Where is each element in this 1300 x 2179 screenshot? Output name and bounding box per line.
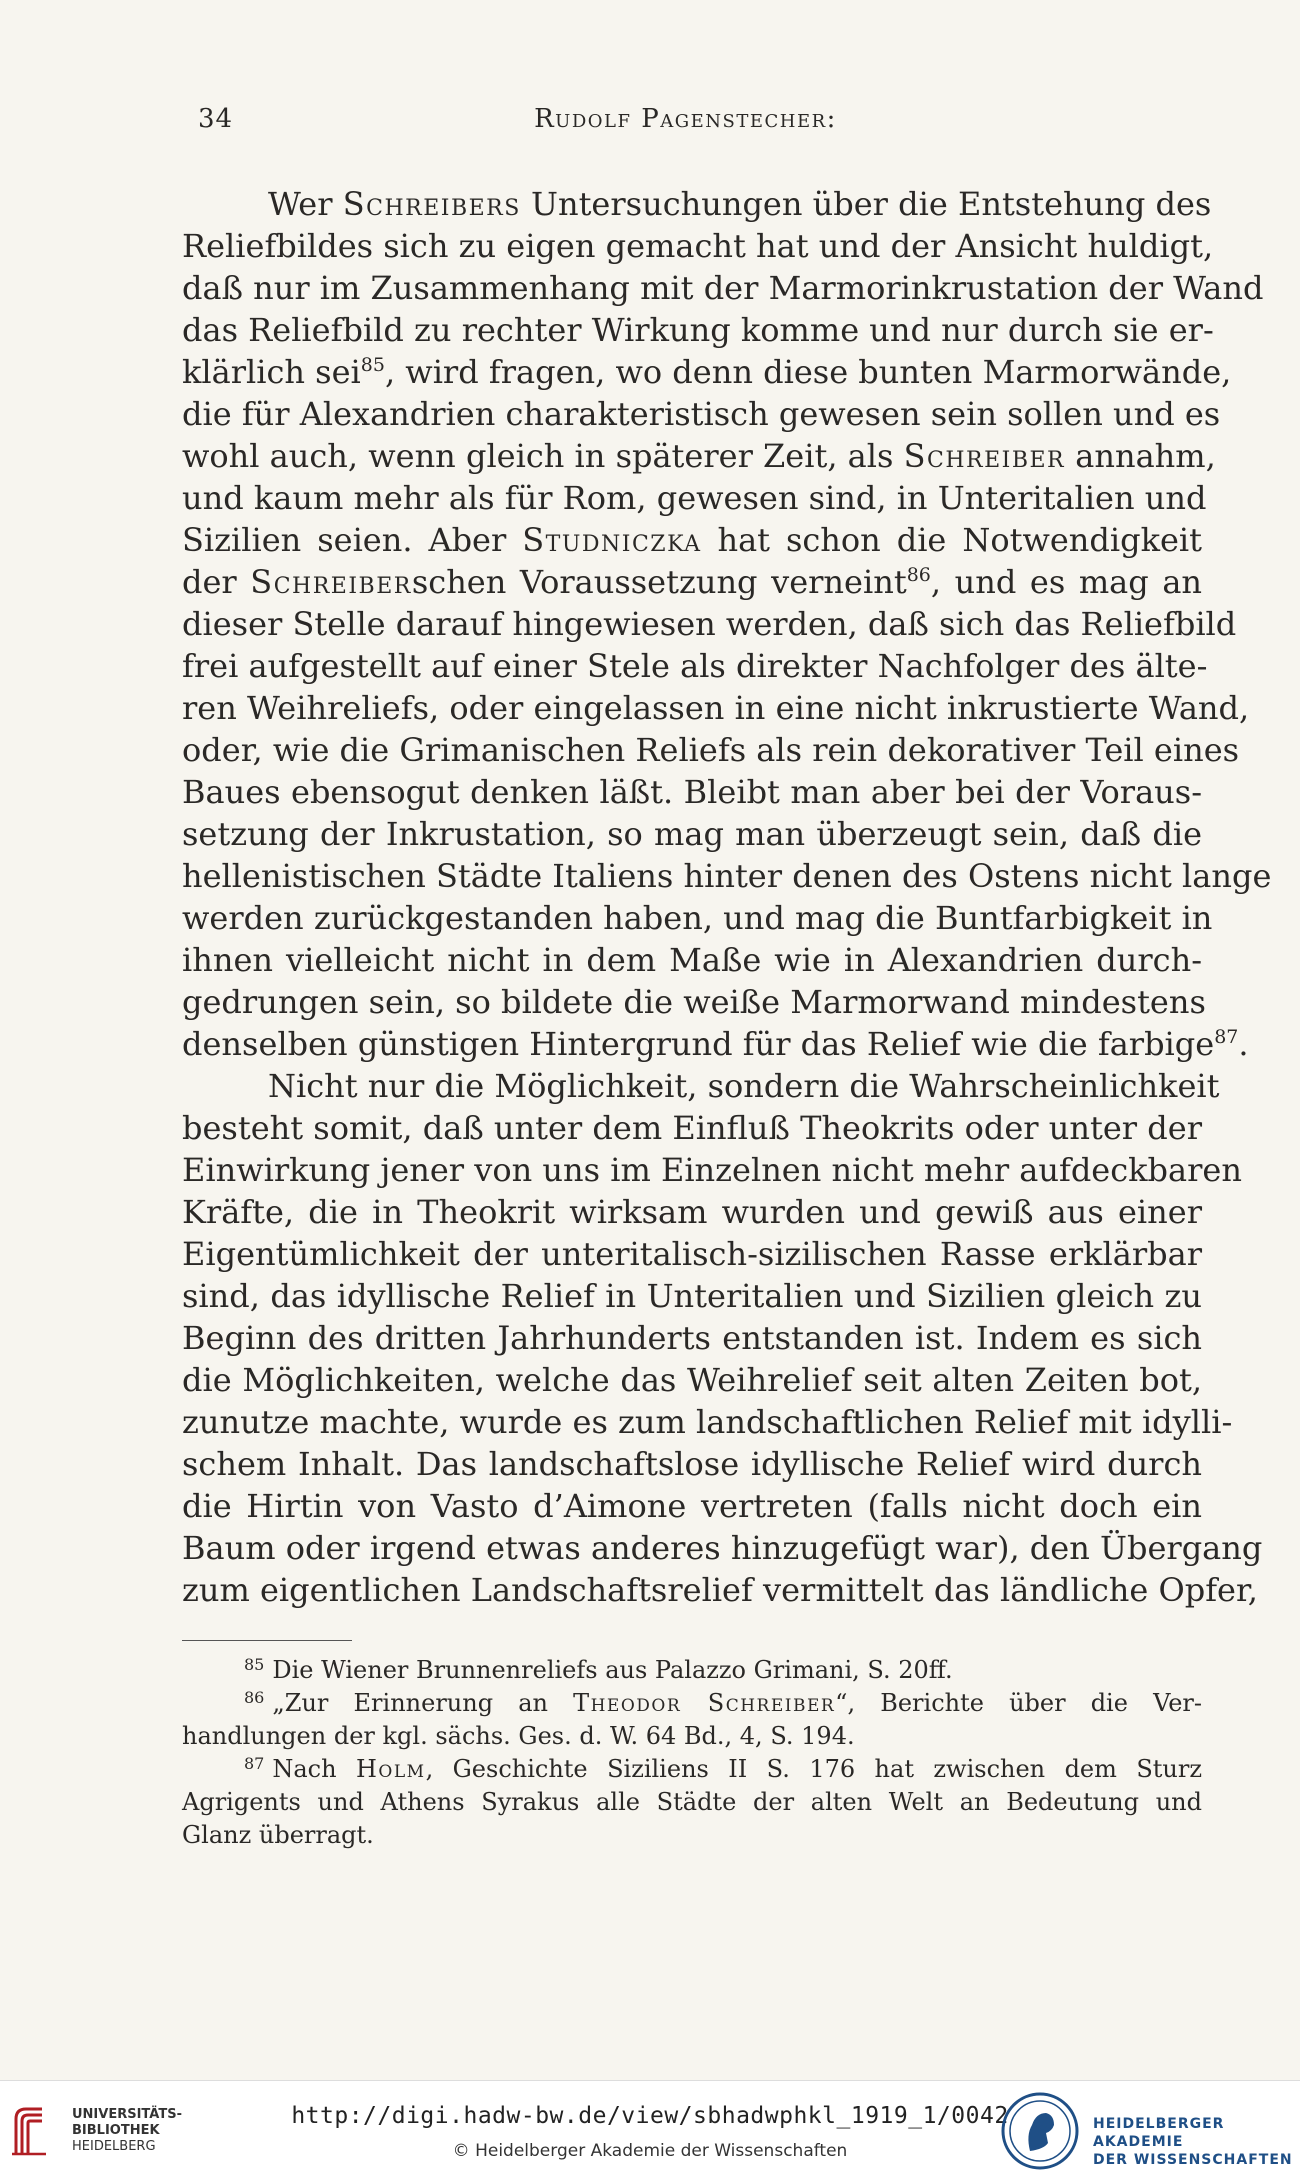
text-run: Die Wiener Brunnenreliefs aus Palazzo Grimani, S. 20ff. <box>272 1656 953 1684</box>
viewer-footer <box>0 2080 1300 2179</box>
text-line <box>182 1527 1263 1569</box>
text-run: Reliefbildes sich zu eigen gemacht hat und der Ansicht huldigt, <box>182 227 1214 265</box>
text-run: , wird fragen, wo denn diese bunten Marmorwände, <box>384 353 1232 391</box>
text-line <box>182 897 1213 939</box>
text-run: schen Voraussetzung verneint <box>411 563 907 601</box>
text-line <box>182 519 1202 561</box>
text-run: daß nur im Zusammenhang mit der Marmorinkrustation der Wand <box>182 269 1264 307</box>
text-line <box>182 1023 1249 1065</box>
text-line <box>182 351 1232 393</box>
text-run: hellenistischen Städte Italiens hinter denen des Ostens nicht lange <box>182 857 1272 895</box>
text-line <box>182 855 1272 897</box>
text-run: „Zur Erinnerung an <box>272 1689 574 1717</box>
text-run: die Hirtin von Vasto d’Aimone vertreten (falls nicht doch ein <box>182 1487 1202 1525</box>
text-line <box>182 729 1240 771</box>
text-run: besteht somit, daß unter dem Einfluß Theokrits oder unter der <box>182 1109 1202 1147</box>
text-line <box>182 309 1214 351</box>
text-line <box>182 981 1206 1023</box>
footnote-line <box>182 1654 1202 1687</box>
text-run: . <box>1238 1025 1249 1063</box>
text-run: werden zurückgestanden haben, und mag die Buntfarbigkeit in <box>182 899 1213 937</box>
footnote-reference: 85 <box>360 354 385 376</box>
permalink-url[interactable]: http://digi.hadw-bw.de/view/sbhadwphkl_1919_1/0042 <box>291 2103 1009 2129</box>
text-line <box>182 1191 1202 1233</box>
footnote-number: 86 <box>244 1688 265 1707</box>
text-line <box>182 771 1202 813</box>
footnote-line <box>182 1819 1202 1852</box>
footnote-line <box>182 1753 1202 1786</box>
footnote-87 <box>182 1753 1202 1852</box>
text-run: frei aufgestellt auf einer Stele als direkter Nachfolger des älte- <box>182 647 1208 685</box>
text-run: “, Berichte über die Ver- <box>835 1689 1202 1717</box>
footnote-line <box>182 1720 1202 1753</box>
text-line <box>182 687 1250 729</box>
text-run: Kräfte, die in Theokrit wirksam wurden und gewiß aus einer <box>182 1193 1202 1231</box>
text-run: und kaum mehr als für Rom, gewesen sind, in Unteritalien und <box>182 479 1207 517</box>
footnote-85 <box>182 1654 1202 1687</box>
text-run: Untersuchungen über die Entstehung des <box>520 185 1212 223</box>
footnote-number: 85 <box>244 1655 265 1674</box>
text-line <box>182 1065 1220 1107</box>
text-run: hat schon die Notwendigkeit <box>701 521 1203 559</box>
footnote-rule <box>182 1640 352 1641</box>
small-caps-name: Schreibers <box>342 185 521 223</box>
text-run: setzung der Inkrustation, so mag man überzeugt sein, daß die <box>182 815 1202 853</box>
text-line <box>182 1149 1242 1191</box>
copyright-notice: © Heidelberger Akademie der Wissenschaften <box>452 2141 848 2161</box>
text-run: Baum oder irgend etwas anderes hinzugefügt war), den Übergang <box>182 1529 1263 1567</box>
text-line <box>182 603 1237 645</box>
small-caps-name: Theodor Schreiber <box>573 1689 836 1717</box>
running-title: Rudolf Pagenstecher: <box>534 104 837 134</box>
text-run: sind, das idyllische Relief in Unteritalien und Sizilien gleich zu <box>182 1277 1202 1315</box>
text-line <box>182 225 1214 267</box>
text-run: Beginn des dritten Jahrhunderts entstanden ist. Indem es sich <box>182 1319 1202 1357</box>
text-line <box>182 939 1202 981</box>
text-line <box>182 1317 1202 1359</box>
running-head <box>198 104 1173 144</box>
small-caps-name: Holm <box>356 1755 426 1783</box>
text-run: handlungen der kgl. sächs. Ges. d. W. 64 Bd., 4, S. 194. <box>182 1722 855 1750</box>
text-run: der <box>182 563 251 601</box>
footnote-number: 87 <box>244 1754 265 1773</box>
text-run: die für Alexandrien charakteristisch gewesen sein sollen und es <box>182 395 1221 433</box>
small-caps-name: Schreiber <box>250 563 412 601</box>
footnote-86 <box>182 1687 1202 1753</box>
text-line <box>182 267 1264 309</box>
text-run: gedrungen sein, so bildete die weiße Marmorwand mindestens <box>182 983 1206 1021</box>
footnotes <box>182 1654 1202 1852</box>
text-run: Baues ebensogut denken läßt. Bleibt man aber bei der Voraus- <box>182 773 1202 811</box>
text-line <box>182 813 1202 855</box>
text-run: die Möglichkeiten, welche das Weihrelief seit alten Zeiten bot, <box>182 1361 1202 1399</box>
text-line <box>182 1233 1202 1275</box>
small-caps-name: Schreiber <box>903 437 1066 475</box>
text-run: wohl auch, wenn gleich in späterer Zeit, als <box>182 437 904 475</box>
paragraph-1 <box>182 183 1272 1065</box>
paragraph-2 <box>182 1065 1263 1611</box>
text-run: klärlich sei <box>182 353 361 391</box>
main-text <box>182 183 1272 1611</box>
footnote-line <box>182 1786 1202 1819</box>
text-run: schem Inhalt. Das landschaftslose idyllische Relief wird durch <box>182 1445 1202 1483</box>
text-run: Sizilien seien. Aber <box>182 521 523 559</box>
text-line <box>182 435 1216 477</box>
university-library-name: UNIVERSITÄTS- BIBLIOTHEK HEIDELBERG <box>72 2107 182 2154</box>
text-run: zum eigentlichen Landschaftsrelief vermittelt das ländliche Opfer, <box>182 1571 1258 1609</box>
text-run: , und es mag an <box>930 563 1203 601</box>
footnote-reference: 86 <box>906 564 931 586</box>
text-line <box>182 561 1202 603</box>
footnote-reference: 87 <box>1214 1026 1239 1048</box>
text-line <box>182 1443 1202 1485</box>
text-run: , Geschichte Siziliens II S. 176 hat zwischen dem Sturz <box>425 1755 1202 1783</box>
page-number: 34 <box>198 104 234 134</box>
academy-name: HEIDELBERGER AKADEMIE DER WISSENSCHAFTEN <box>1093 2116 1293 2168</box>
text-run: das Reliefbild zu rechter Wirkung komme und nur durch sie er- <box>182 311 1214 349</box>
text-line <box>182 1107 1202 1149</box>
text-run: ren Weihreliefs, oder eingelassen in eine nicht inkrustierte Wand, <box>182 689 1250 727</box>
text-line <box>182 393 1221 435</box>
text-run: zunutze machte, wurde es zum landschaftlichen Relief mit idylli- <box>182 1403 1233 1441</box>
text-line <box>182 1275 1202 1317</box>
text-run: dieser Stelle darauf hingewiesen werden, daß sich das Reliefbild <box>182 605 1237 643</box>
text-line <box>182 1359 1202 1401</box>
text-run: Eigentümlichkeit der unteritalisch-sizilischen Rasse erklärbar <box>182 1235 1202 1273</box>
footnote-line <box>182 1687 1202 1720</box>
text-run: annahm, <box>1065 437 1216 475</box>
text-run: Wer <box>268 185 343 223</box>
text-line <box>182 477 1207 519</box>
text-run: Agrigents und Athens Syrakus alle Städte der alten Welt an Bedeutung und <box>182 1788 1202 1816</box>
text-line <box>182 645 1208 687</box>
text-run: denselben günstigen Hintergrund für das Relief wie die farbige <box>182 1025 1215 1063</box>
text-run: oder, wie die Grimanischen Reliefs als rein dekorativer Teil eines <box>182 731 1240 769</box>
text-line <box>182 1401 1233 1443</box>
text-line <box>182 1485 1202 1527</box>
text-line <box>182 183 1212 225</box>
text-run: Glanz überragt. <box>182 1821 374 1849</box>
academy-seal-icon <box>1000 2091 1080 2171</box>
text-run: Nicht nur die Möglichkeit, sondern die Wahrscheinlichkeit <box>268 1067 1220 1105</box>
text-line <box>182 1569 1258 1611</box>
text-run: ihnen vielleicht nicht in dem Maße wie in Alexandrien durch- <box>182 941 1202 979</box>
small-caps-name: Studniczka <box>522 521 702 559</box>
text-run: Nach <box>272 1755 356 1783</box>
text-run: Einwirkung jener von uns im Einzelnen nicht mehr aufdeckbaren <box>182 1151 1242 1189</box>
